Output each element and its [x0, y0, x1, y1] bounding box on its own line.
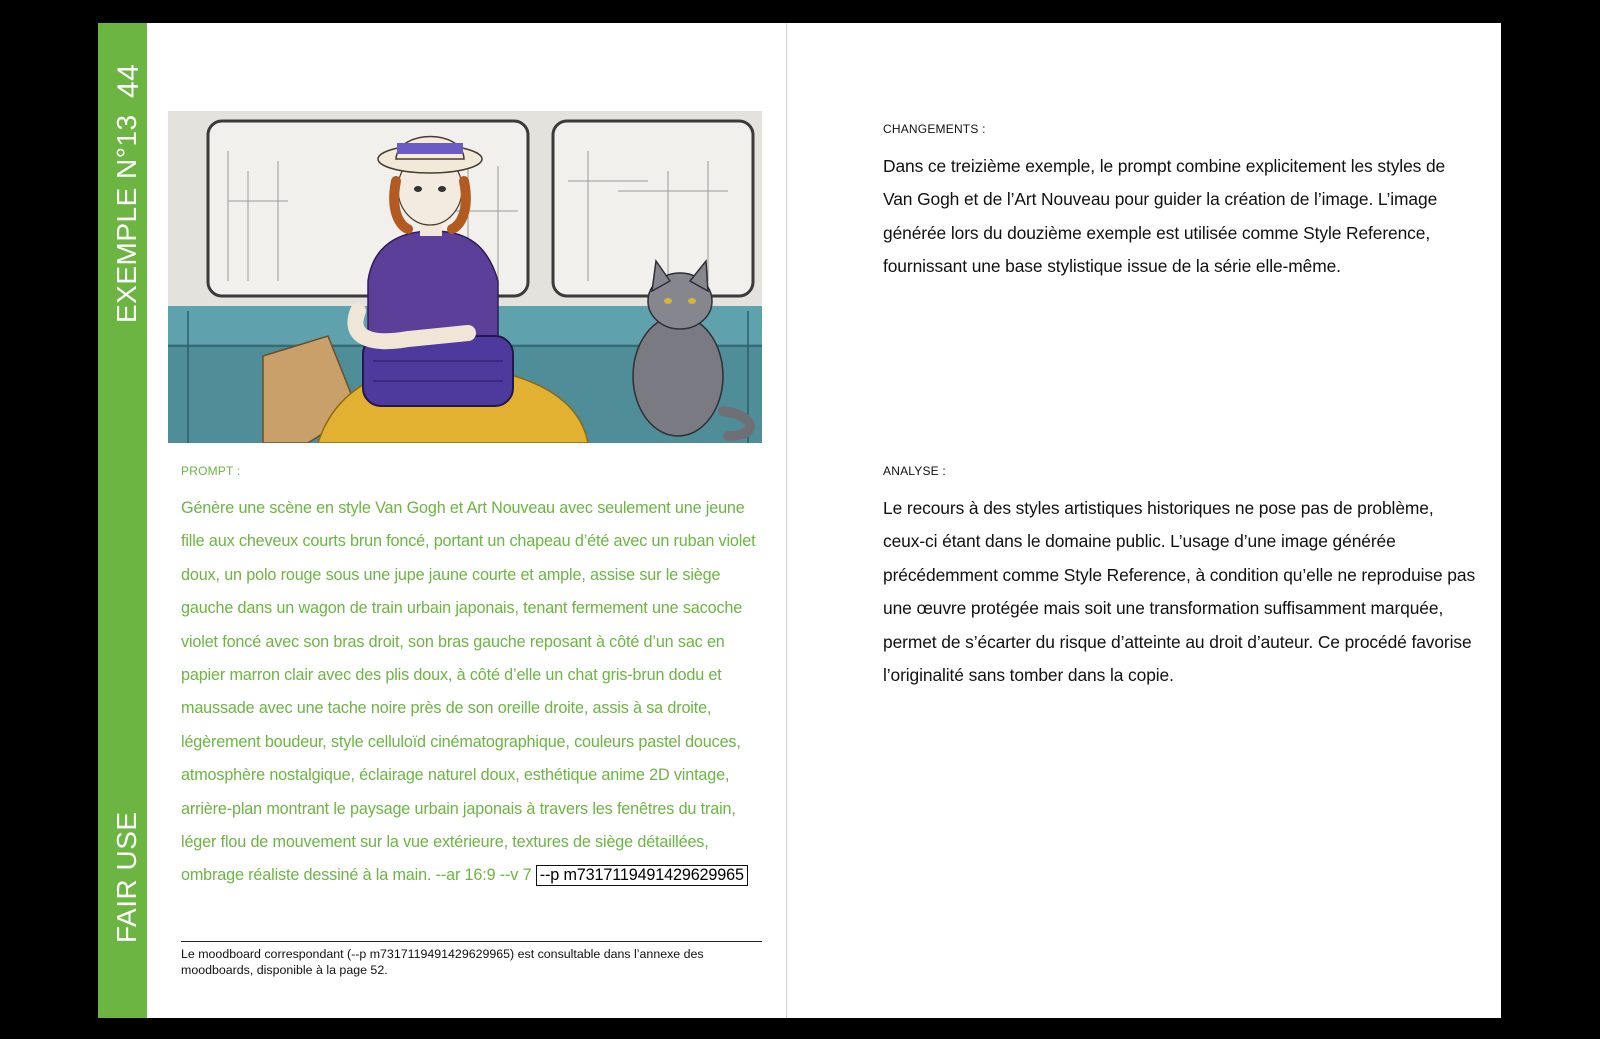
page-number: 44 — [112, 63, 145, 98]
footnote-divider — [181, 941, 762, 942]
prompt-text — [181, 492, 766, 893]
changements-label: CHANGEMENTS : — [883, 122, 986, 136]
moodboard-parameter: --p m7317119491429629965 — [536, 865, 748, 886]
section-title: EXEMPLE N°13 — [111, 114, 142, 323]
sidebar-band — [98, 23, 147, 1018]
book-spread — [98, 23, 1501, 1018]
footnote: Le moodboard correspondant (--p m7317119491429629965) est consultable dans l’annexe des moodboards, disponible à la page 52. — [181, 947, 704, 977]
prompt-body: Génère une scène en style Van Gogh et Art Nouveau avec seulement une jeune fille aux cheveux courts brun foncé, portant un chapeau d’été avec un ruban violet doux, un polo rouge sous une jupe jaune courte et ample, assise sur le siège gauche dans un wagon de train urbain japonais, tenant fermement une sacoche violet foncé avec son bras droit, son bras gauche reposant à côté d’un sac en papier marron clair avec des plis doux, à côté d’elle un chat gris-brun dodu et maussade avec une tache noire près de son oreille droite, assis à sa droite, légèrement boudeur, style celluloïd cinématographique, couleurs pastel douces, atmosphère nostalgique, éclairage naturel doux, esthétique anime 2D vintage, arrière-plan montrant le paysage urbain japonais à travers les fenêtres du train, léger flou de mouvement sur la vue extérieure, textures de siège détaillées, ombrage réaliste dessiné à la main. --ar 16:9 --v 7 — [181, 499, 756, 885]
footer-title: FAIR USE — [111, 811, 142, 943]
page-gutter — [786, 23, 787, 1018]
generated-illustration — [168, 111, 762, 443]
analyse-label: ANALYSE : — [883, 464, 946, 478]
analyse-text: Le recours à des styles artistiques historiques ne pose pas de problème, ceux-ci étant dans le domaine public. L’usage d’une image générée précédemment comme Style Reference, à condition qu’elle ne reproduise pas une œuvre protégée mais soit une transformation suffisamment marquée, permet de s’écarter du risque d’atteinte au droit d’auteur. Ce procédé favorise l’originalité sans tomber dans la copie. — [883, 498, 1476, 686]
prompt-label: PROMPT : — [181, 464, 241, 478]
changements-text: Dans ce treizième exemple, le prompt combine explicitement les styles de Van Gogh et de l’Art Nouveau pour guider la création de l’image. L’image générée lors du douzième exemple est utilisée comme Style Reference, fournissant une base stylistique issue de la série elle-même. — [883, 156, 1446, 277]
